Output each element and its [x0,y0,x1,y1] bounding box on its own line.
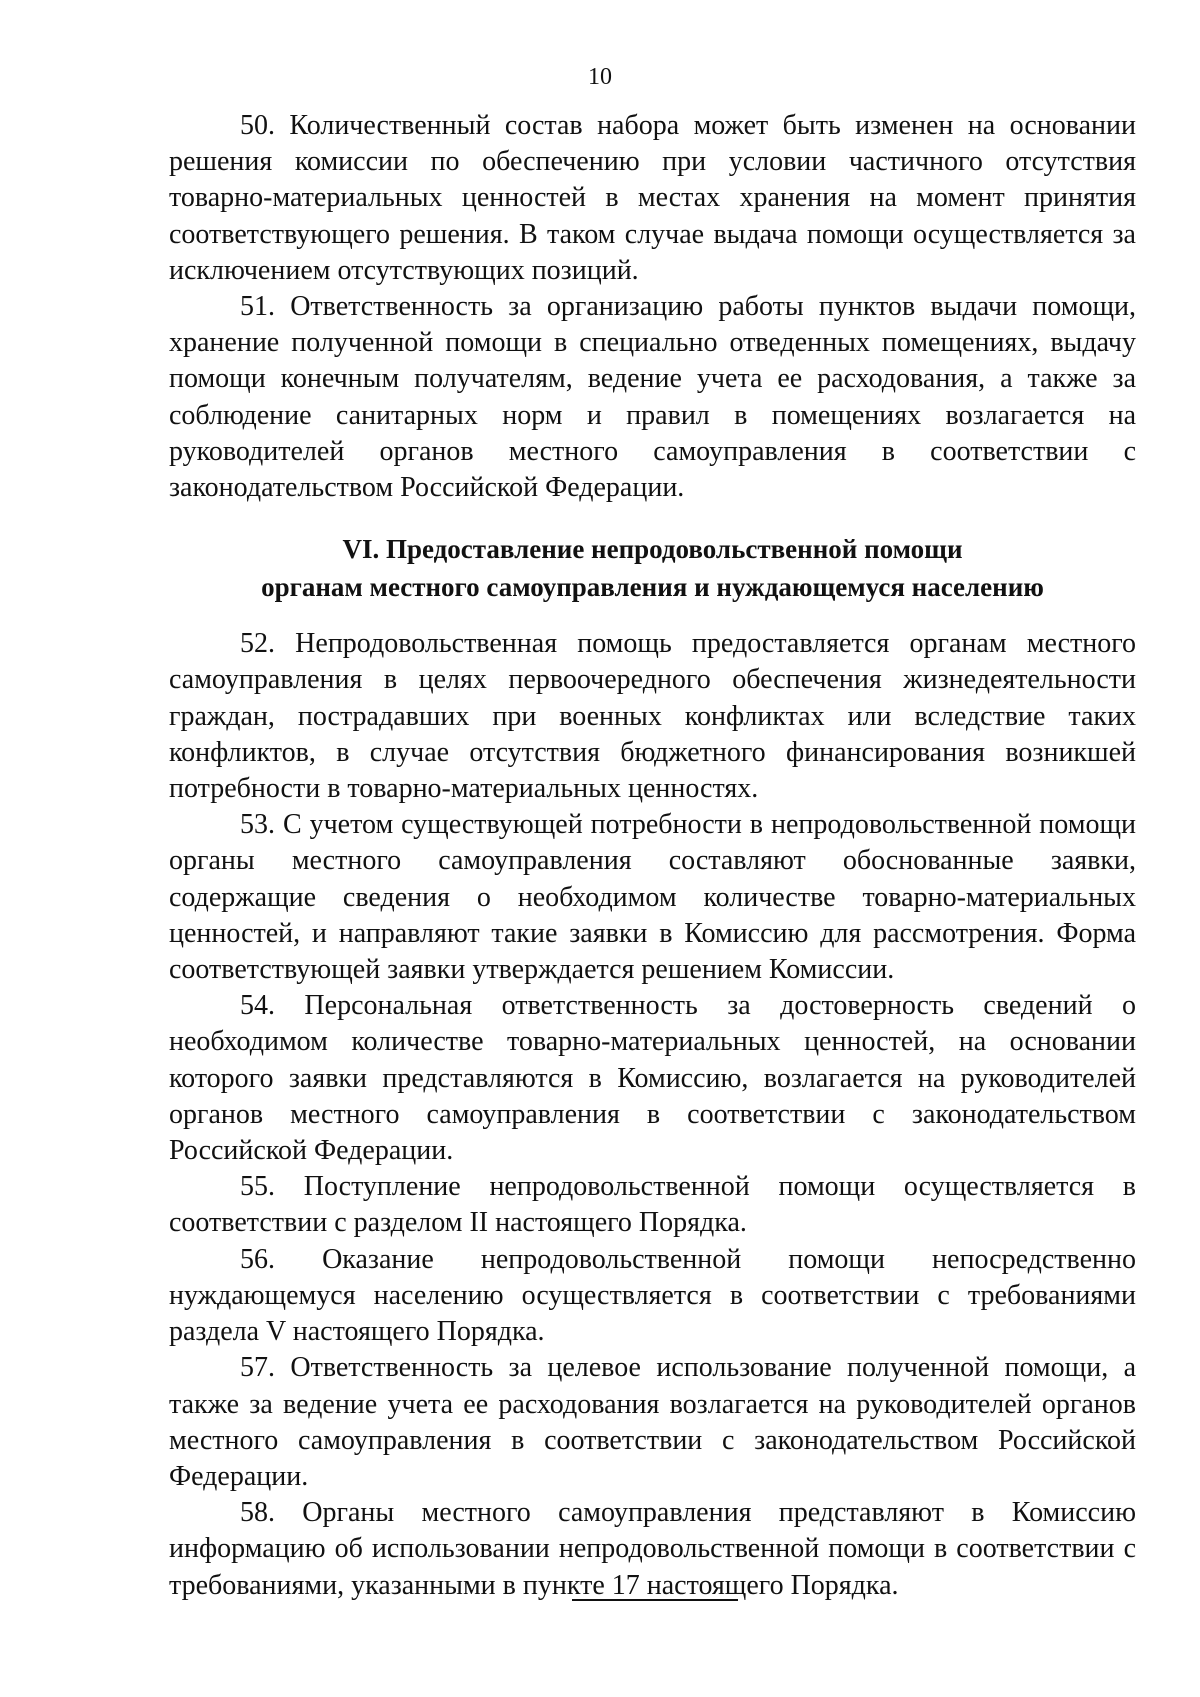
paragraph-55: 55. Поступление непродовольственной помощи осуществляется в соответствии с разделом II настоящего Порядка. [169,1171,1136,1239]
paragraph-56: 56. Оказание непродовольственной помощи непосредственно нуждающемуся населению осуществляется в соответствии с требованиями раздела V настоящего Порядка. [169,1243,1136,1348]
paragraph-51: 51. Ответственность за организацию работы пунктов выдачи помощи, хранение полученной помощи в специально отведенных помещениях, выдачу помощи конечным получателям, ведение учета ее расходования, а также за соблюдение санитарных норм и правил в помещениях возлагается на руководителей органов местного самоуправления в соответствии с законодательством Российской Федерации. [169,291,1136,504]
paragraph-50: 50. Количественный состав набора может быть изменен на основании решения комиссии по обеспечению при условии частичного отсутствия товарно-материальных ценностей в местах хранения на момент принятия соответствующего решения. В таком случае выдача помощи осуществляется за исключением отсутствующих позиций. [169,110,1136,286]
section-heading-line-2: органам местного самоуправления и нуждающемуся населению [261,572,1044,603]
paragraph-53: 53. С учетом существующей потребности в непродовольственной помощи органы местного самоуправления составляют обоснованные заявки, содержащие сведения о необходимом количестве товарно-материальных ценностей, и направляют такие заявки в Комиссию для рассмотрения. Форма соответствующей заявки утверждается решением Комиссии. [169,809,1136,986]
document-body [169,108,1136,1604]
page-number: 10 [588,64,612,90]
paragraph-57: 57. Ответственность за целевое использование полученной помощи, а также за ведение учета ее расходования возлагается на руководителей органов местного самоуправления в соответствии с законодательством Российской Федерации. [169,1352,1136,1492]
section-heading-line-1: VI. Предоставление непродовольственной помощи [342,534,963,565]
paragraph-54: 54. Персональная ответственность за достоверность сведений о необходимом количестве товарно-материальных ценностей, на основании которого заявки представляются в Комиссию, возлагается на руководителей органов местного самоуправления в соответствии с законодательством Российской Федерации. [169,990,1136,1167]
paragraph-52: 52. Непродовольственная помощь предоставляется органам местного самоуправления в целях первоочередного обеспечения жизнедеятельности граждан, пострадавших при военных конфликтах или вследствие таких конфликтов, в случае отсутствия бюджетного финансирования возникшей потребности в товарно-материальных ценностях. [169,628,1136,805]
section-heading [169,530,1136,606]
paragraph-58: 58. Органы местного самоуправления представляют в Комиссию информацию об использовании непродовольственной помощи в соответствии с требованиями, указанными в пункте 17 настоящего Порядка. [169,1497,1136,1601]
end-of-document-rule [572,1599,738,1601]
